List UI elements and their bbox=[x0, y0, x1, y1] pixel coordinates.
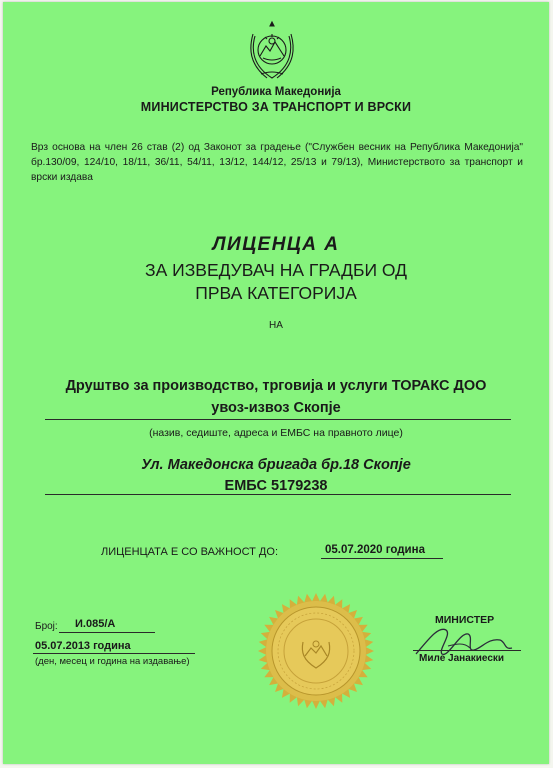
ministry-name: МИНИСТЕРСТВО ЗА ТРАНСПОРТ И ВРСКИ bbox=[140, 100, 412, 114]
coat-of-arms-icon bbox=[243, 20, 301, 82]
holder-name-line2: увоз-извоз Скопје bbox=[211, 400, 341, 416]
license-subtitle-line2: ПРВА КАТЕГОРИЈА bbox=[195, 283, 357, 303]
holder-name-line1: Друштво за производство, трговија и услуги ТОРАКС ДОО bbox=[65, 378, 487, 394]
validity-label: ЛИЦЕНЦАТА Е СО ВАЖНОСТ ДО: bbox=[101, 546, 278, 558]
number-underline bbox=[59, 632, 155, 633]
number-label: Број: bbox=[35, 621, 58, 632]
number-value: И.085/А bbox=[75, 618, 116, 630]
signature-line bbox=[413, 650, 521, 651]
republic-name: Република Македонија bbox=[211, 86, 341, 98]
validity-date: 05.07.2020 година bbox=[325, 544, 425, 556]
holder-embs: ЕМБС 5179238 bbox=[224, 478, 328, 494]
minister-title: МИНИСТЕР bbox=[435, 614, 495, 626]
holder-address-underline bbox=[45, 494, 511, 495]
validity-underline bbox=[321, 558, 443, 559]
gold-seal-icon bbox=[255, 590, 377, 712]
legal-basis-paragraph: Врз основа на член 26 став (2) од Законот за градење ("Службен весник на Република Македонија" бр.130/09, 124/10, 18/11, 36/11, 54/11, 13/12, 144/12, 25/13 и 79/13), Министерството за транспорт и врски издава bbox=[31, 142, 523, 183]
to-label: НА bbox=[269, 320, 283, 331]
holder-address: Ул. Македонска бригада бр.18 Скопје bbox=[141, 457, 411, 473]
license-subtitle-line1: ЗА ИЗВЕДУВАЧ НА ГРАДБИ ОД bbox=[145, 260, 407, 280]
issue-date-note: (ден, месец и година на издавање) bbox=[35, 656, 190, 667]
holder-name-underline bbox=[45, 419, 511, 420]
issue-date-underline bbox=[33, 653, 195, 654]
license-title: ЛИЦЕНЦА А bbox=[212, 234, 340, 255]
issue-date: 05.07.2013 година bbox=[35, 640, 131, 652]
holder-name-note: (назив, седиште, адреса и ЕМБС на правното лице) bbox=[149, 427, 403, 439]
minister-name: Миле Јанакиески bbox=[419, 653, 505, 664]
license-certificate bbox=[3, 2, 549, 764]
